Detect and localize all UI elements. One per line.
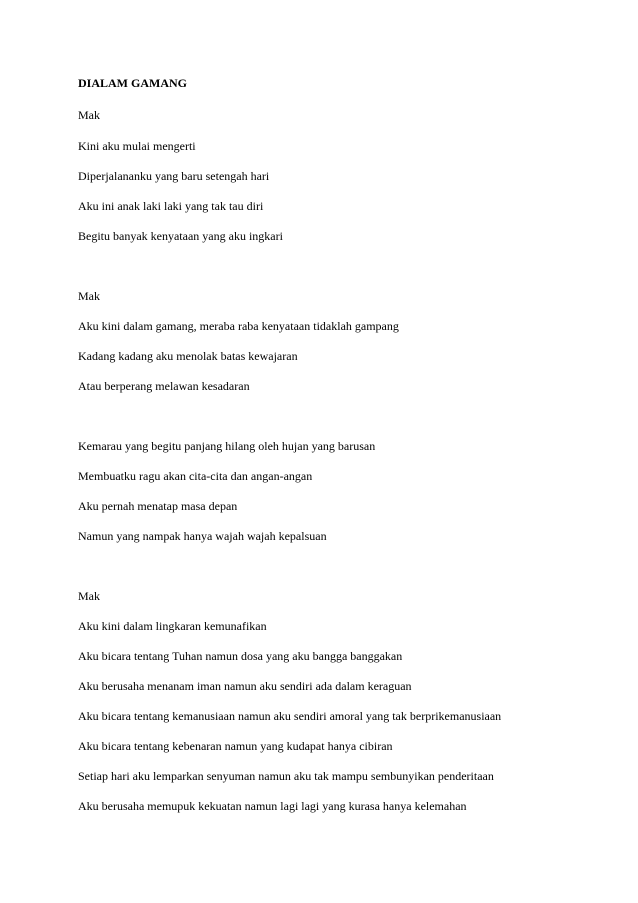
poem-line: Kadang kadang aku menolak batas kewajaran <box>78 349 298 363</box>
poem-line: Diperjalananku yang baru setengah hari <box>78 169 270 183</box>
poem-line: Aku kini dalam gamang, meraba raba kenyataan tidaklah gampang <box>78 319 399 333</box>
poem-line: Aku pernah menatap masa depan <box>78 499 238 513</box>
poem-line: Aku berusaha memupuk kekuatan namun lagi lagi yang kurasa hanya kelemahan <box>78 799 467 813</box>
poem-line: Aku kini dalam lingkaran kemunafikan <box>78 619 267 633</box>
poem-line: Mak <box>78 589 100 603</box>
poem-line: Namun yang nampak hanya wajah wajah kepalsuan <box>78 529 327 543</box>
poem-line: Aku bicara tentang Tuhan namun dosa yang aku bangga banggakan <box>78 649 403 663</box>
poem-line: Aku berusaha menanam iman namun aku sendiri ada dalam keraguan <box>78 679 412 693</box>
poem-line: Kini aku mulai mengerti <box>78 139 196 153</box>
poem-line: Membuatku ragu akan cita-cita dan angan-angan <box>78 469 313 483</box>
poem-line: Begitu banyak kenyataan yang aku ingkari <box>78 229 283 243</box>
poem-line: Aku bicara tentang kebenaran namun yang kudapat hanya cibiran <box>78 739 393 753</box>
poem-line: Kemarau yang begitu panjang hilang oleh hujan yang barusan <box>78 439 376 453</box>
poem-line: Atau berperang melawan kesadaran <box>78 379 250 393</box>
poem-line: Mak <box>78 289 100 303</box>
poem-line: Aku bicara tentang kemanusiaan namun aku sendiri amoral yang tak berprikemanusiaan <box>78 709 502 723</box>
poem-line: Mak <box>78 108 100 122</box>
poem-line: Aku ini anak laki laki yang tak tau diri <box>78 199 264 213</box>
poem-line: Setiap hari aku lemparkan senyuman namun aku tak mampu sembunyikan penderitaan <box>78 769 494 783</box>
poem-title: DIALAM GAMANG <box>78 76 187 90</box>
